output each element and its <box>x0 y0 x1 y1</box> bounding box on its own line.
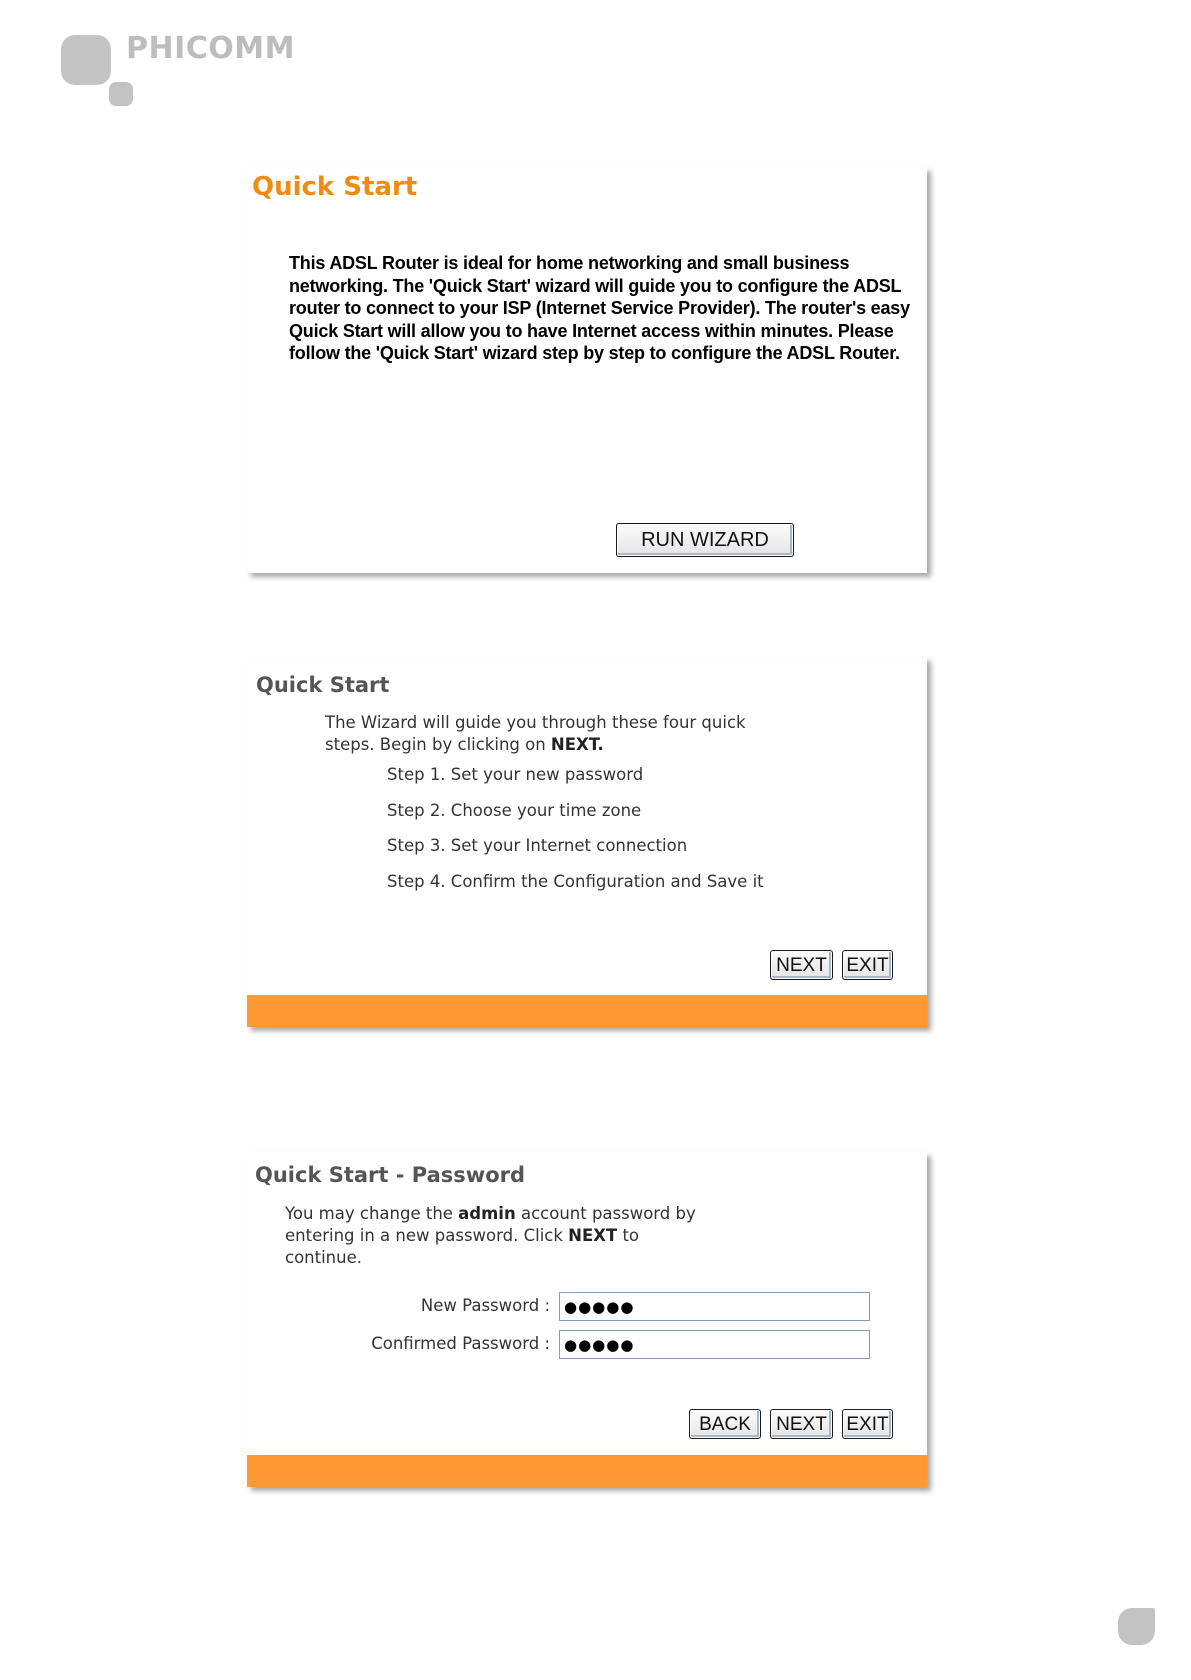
footer-bar <box>247 1455 927 1487</box>
intro-description: This ADSL Router is ideal for home networking and small business networking. The 'Quick Start' wizard will guide you to configure the ADSL router to connect to your ISP (Internet Service Provider). The router's easy Quick Start will allow you to have Internet access within minutes. Please follow the 'Quick Start' wizard step by step to configure the ADSL Router. <box>289 253 910 364</box>
new-password-label: New Password : <box>420 1296 550 1315</box>
quick-start-steps-panel <box>247 657 927 1027</box>
wizard-steps-list <box>387 765 764 907</box>
wizard-step-2: Step 2. Choose your time zone <box>387 800 642 820</box>
wizard-intro-next-bold: NEXT. <box>550 735 604 754</box>
exit-button[interactable]: EXIT <box>842 1409 893 1439</box>
wizard-step-3: Step 3. Set your Internet connection <box>387 836 688 855</box>
password-intro-next-bold: NEXT <box>568 1226 618 1245</box>
quick-start-password-panel <box>247 1152 927 1487</box>
wizard-step-4: Step 4. Confirm the Configuration and Save it <box>387 871 764 891</box>
confirmed-password-label: Confirmed Password : <box>371 1334 550 1353</box>
password-intro-text <box>285 1203 705 1269</box>
password-intro-admin-bold: admin <box>458 1204 516 1223</box>
wizard-intro-text <box>325 712 775 756</box>
new-password-input[interactable] <box>559 1292 870 1321</box>
back-button[interactable]: BACK <box>689 1409 761 1439</box>
logo-brand-text: PHICOMM <box>126 31 295 66</box>
password-intro-part-1: You may change the <box>285 1204 459 1223</box>
confirmed-password-input[interactable] <box>559 1330 870 1359</box>
phicomm-logo <box>60 31 300 114</box>
next-button[interactable]: NEXT <box>770 950 833 980</box>
panel-title: Quick Start - Password <box>255 1163 526 1187</box>
page-corner-tab <box>1118 1608 1155 1645</box>
run-wizard-button[interactable]: RUN WIZARD <box>616 523 794 557</box>
panel-title: Quick Start <box>252 172 418 202</box>
quick-start-intro-panel <box>247 167 927 573</box>
exit-button[interactable]: EXIT <box>842 950 893 980</box>
panel-title: Quick Start <box>256 673 390 697</box>
wizard-intro-prefix: The Wizard will guide you through these four quick steps. Begin by clicking on <box>325 713 746 754</box>
logo-square-small-icon <box>109 82 133 106</box>
footer-bar <box>247 995 927 1027</box>
next-button[interactable]: NEXT <box>770 1409 833 1439</box>
wizard-step-1: Step 1. Set your new password <box>387 765 644 784</box>
logo-square-large-icon <box>61 35 111 85</box>
password-intro-part-2: account password by entering in a new password. Click <box>285 1204 696 1245</box>
password-intro-part-3: to continue. <box>285 1226 640 1267</box>
